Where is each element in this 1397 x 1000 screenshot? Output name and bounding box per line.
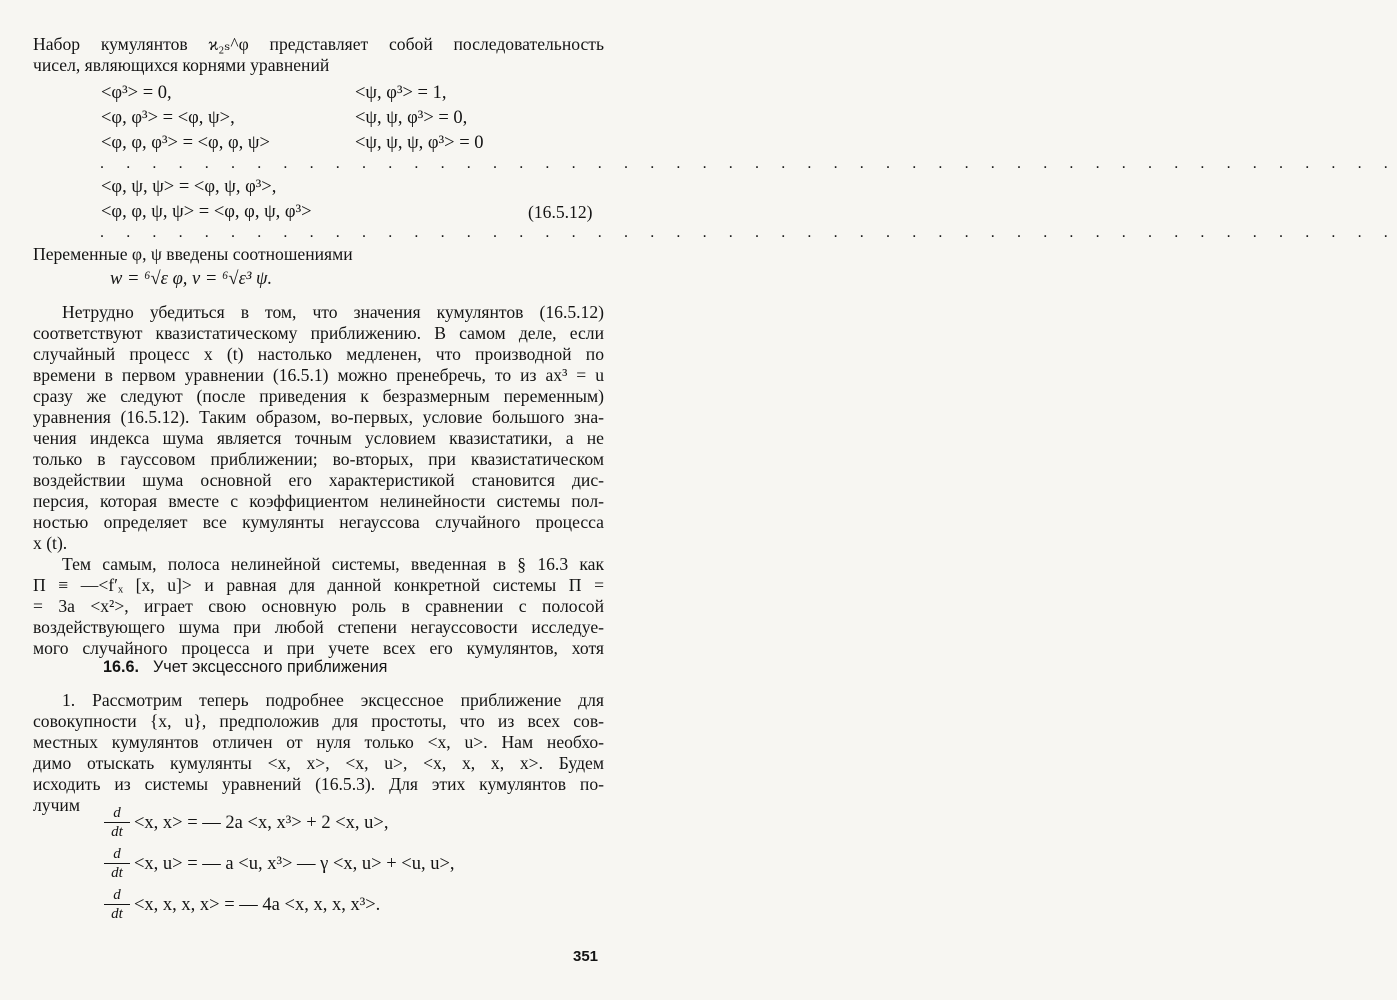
section-number: 16.6. — [103, 658, 140, 676]
text-line: Переменные φ, ψ введены соотношениями — [33, 244, 353, 264]
text-line: Тем самым, полоса нелинейной системы, введенная в § 16.3 как — [62, 554, 604, 574]
equation: <x, x> = — 2a <x, x³> + 2 <x, u>, — [134, 813, 389, 833]
text-line: совокупности {x, u}, предположив для простоты, что из всех сов- — [33, 711, 604, 731]
equation: <φ, φ³> = <φ, ψ>, — [101, 108, 235, 128]
dotted-separator: . . . . . . . . . . . . . . . . . . . . . . . . . . . . . . . . . . . . . . . . . . . . . . . . . . — [100, 224, 1397, 241]
section-title: Учет эксцессного приближения — [153, 658, 388, 676]
text-line: ностью определяет все кумулянты негауссова случайного процесса — [33, 512, 604, 532]
equation-number: (16.5.12) — [528, 202, 593, 222]
equation: <ψ, ψ, ψ, φ³> = 0 — [355, 133, 484, 153]
text-line: воздействующего шума при любой степени негауссовости исследуе- — [33, 617, 604, 637]
text-line: Набор кумулянтов ϰ₂ₛ^φ представляет собой последовательность — [33, 34, 604, 54]
equation: <ψ, ψ, φ³> = 0, — [355, 108, 468, 128]
equation: <φ³> = 0, — [101, 83, 172, 103]
text-line: 1. Рассмотрим теперь подробнее эксцессное приближение для — [62, 690, 604, 710]
text-line: = 3a <x²>, играет свою основную роль в сравнении с полосой — [33, 596, 604, 616]
text-line: исходить из системы уравнений (16.5.3). Для этих кумулянтов по- — [33, 774, 604, 794]
derivative-operator: d dt — [104, 846, 130, 881]
equation: <φ, ψ, ψ> = <φ, ψ, φ³>, — [101, 177, 277, 197]
text-line: соответствуют квазистатическому приближению. В самом деле, если — [33, 323, 604, 343]
page-number: 351 — [573, 948, 599, 965]
equation: <φ, φ, φ³> = <φ, φ, ψ> — [101, 133, 270, 153]
text-line: воздействии шума основной его характеристикой становится дис- — [33, 470, 604, 490]
text-line: димо отыскать кумулянты <x, x>, <x, u>, <x, x, x, x>. Будем — [33, 753, 604, 773]
equation: <x, u> = — a <u, x³> — γ <x, u> + <u, u>, — [134, 854, 455, 874]
equation: <ψ, φ³> = 1, — [355, 83, 447, 103]
section-heading — [103, 657, 387, 677]
text-line: Нетрудно убедиться в том, что значения кумулянтов (16.5.12) — [62, 302, 604, 322]
text-line: только в гауссовом приближении; во-вторых, при квазистатическом — [33, 449, 604, 469]
derivative-operator: d dt — [104, 887, 130, 922]
text-line: времени в первом уравнении (16.5.1) можно пренебречь, то из ax³ = u — [33, 365, 604, 385]
text-line: случайный процесс x (t) настолько медленен, что производной по — [33, 344, 604, 364]
text-line: x (t). — [33, 533, 68, 553]
text-line: чения индекса шума является точным условием квазистатики, а не — [33, 428, 604, 448]
text-line: уравнения (16.5.12). Таким образом, во-первых, условие большого зна- — [33, 407, 604, 427]
equation: <x, x, x, x> = — 4a <x, x, x, x³>. — [134, 895, 381, 915]
text-line: мого случайного процесса и при учете всех его кумулянтов, хотя — [33, 638, 604, 658]
equation: w = ⁶√ε φ, v = ⁶√ε³ ψ. — [110, 269, 273, 289]
text-line: чисел, являющихся корнями уравнений — [33, 55, 330, 75]
equation: <φ, φ, ψ, ψ> = <φ, φ, ψ, φ³> — [101, 202, 312, 222]
text-line: местных кумулянтов отличен от нуля только <x, u>. Нам необхо- — [33, 732, 604, 752]
dotted-separator: . . . . . . . . . . . . . . . . . . . . . . . . . . . . . . . . . . . . . . . . . . . . . . . . . . — [100, 155, 1397, 172]
text-line: сразу же следуют (после приведения к безразмерным переменным) — [33, 386, 604, 406]
text-line: лучим — [33, 795, 80, 815]
derivative-operator: d dt — [104, 805, 130, 840]
text-line: Π ≡ —<f′ₓ [x, u]> и равная для данной конкретной системы Π = — [33, 575, 604, 595]
text-line: персия, которая вместе с коэффициентом нелинейности системы пол- — [33, 491, 604, 511]
